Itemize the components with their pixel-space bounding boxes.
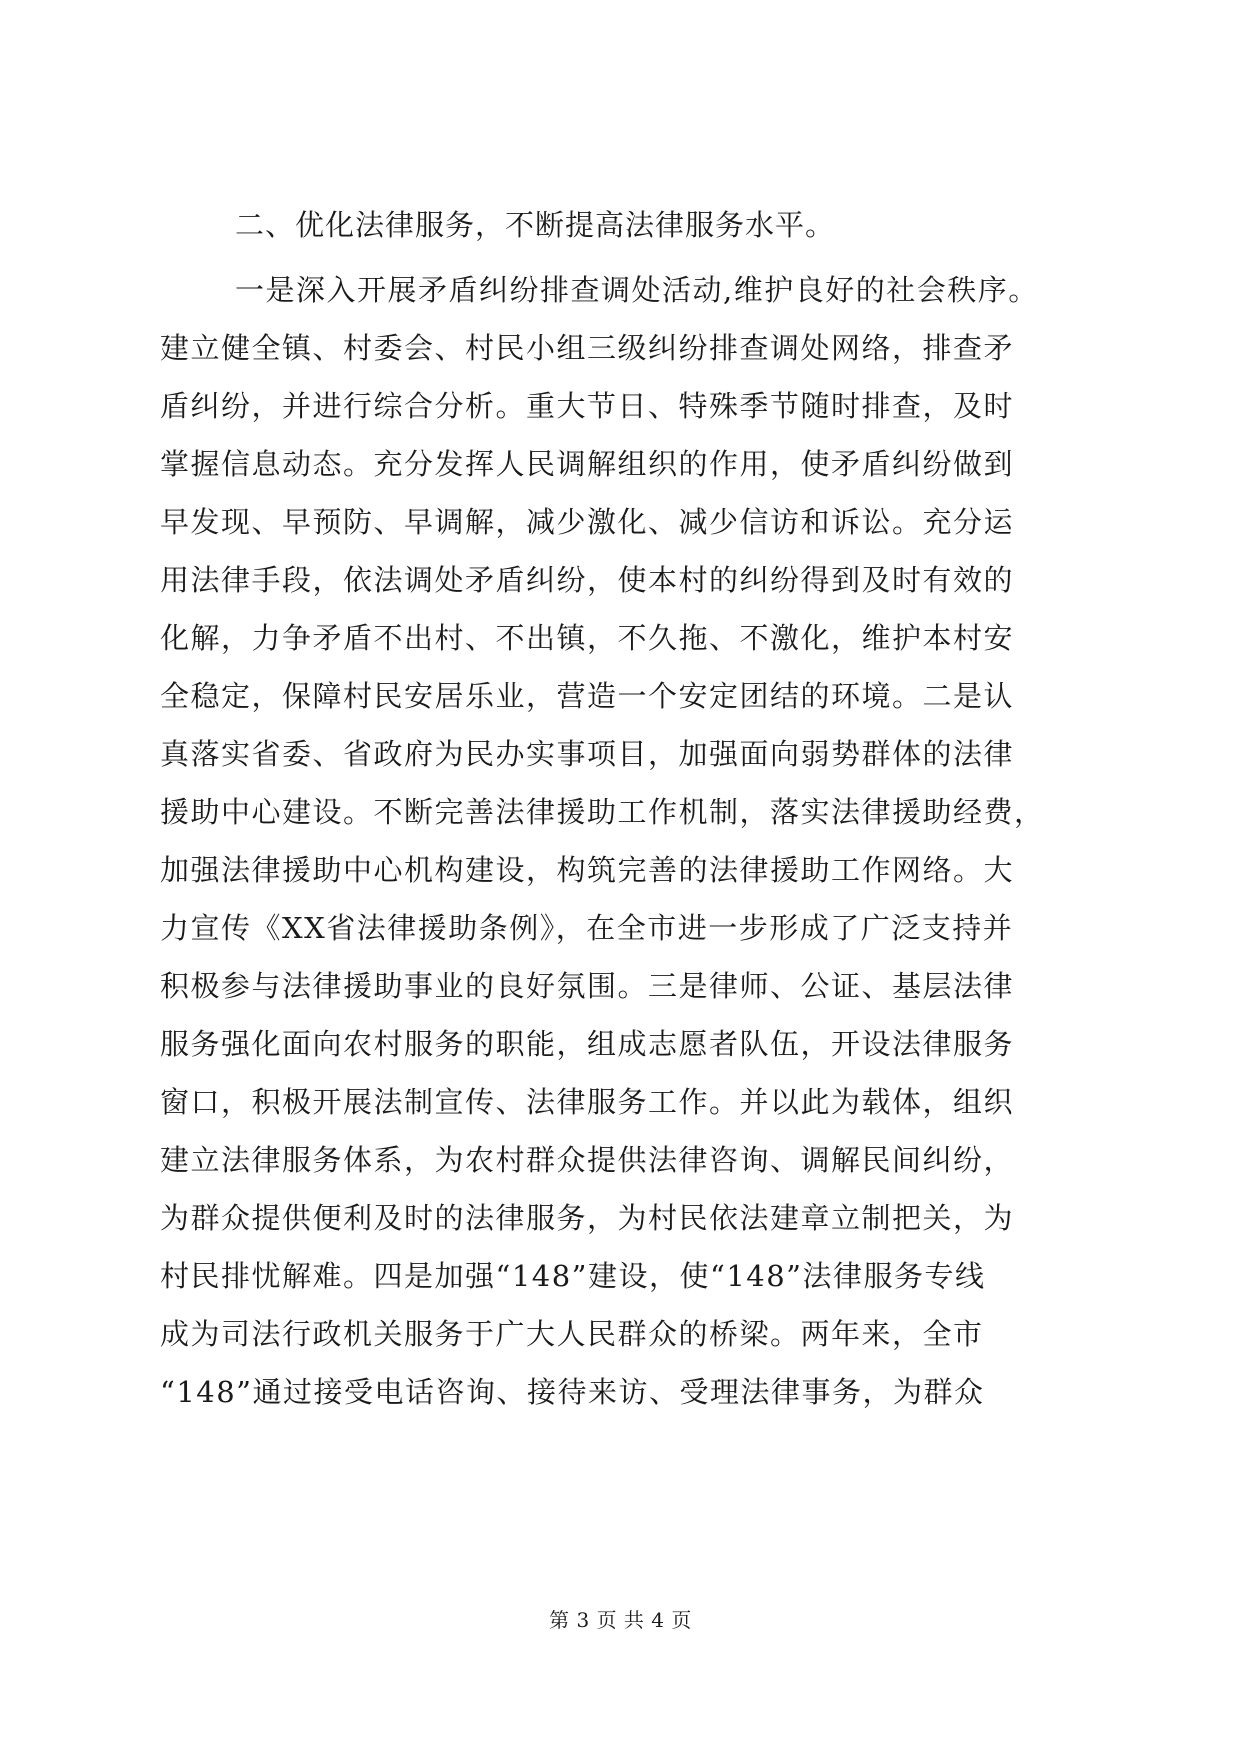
page-number-footer: 第 3 页 共 4 页 — [549, 1608, 692, 1632]
paragraph-line: 村民排忧解难。四是加强“148”建设，使“148”法律服务专线 — [160, 1259, 986, 1293]
paragraph-line: 化解，力争矛盾不出村、不出镇，不久拖、不激化，维护本村安 — [160, 621, 1015, 655]
paragraph-line: 一是深入开展矛盾纠纷排查调处活动,维护良好的社会秩序。 — [235, 273, 1039, 307]
paragraph-line: 用法律手段，依法调处矛盾纠纷，使本村的纠纷得到及时有效的 — [160, 563, 1015, 597]
paragraph-line: 加强法律援助中心机构建设，构筑完善的法律援助工作网络。大 — [160, 853, 1015, 887]
paragraph-line: 盾纠纷，并进行综合分析。重大节日、特殊季节随时排查，及时 — [160, 389, 1015, 423]
paragraph-line: 真落实省委、省政府为民办实事项目，加强面向弱势群体的法律 — [160, 737, 1015, 771]
paragraph-line: 服务强化面向农村服务的职能，组成志愿者队伍，开设法律服务 — [160, 1027, 1015, 1061]
paragraph-line: 掌握信息动态。充分发挥人民调解组织的作用，使矛盾纠纷做到 — [160, 447, 1015, 481]
paragraph-line: 全稳定，保障村民安居乐业，营造一个安定团结的环境。二是认 — [160, 679, 1015, 713]
paragraph-line: 建立健全镇、村委会、村民小组三级纠纷排查调处网络，排查矛 — [160, 331, 1015, 365]
section-heading: 二、优化法律服务，不断提高法律服务水平。 — [235, 208, 836, 242]
paragraph-line: 援助中心建设。不断完善法律援助工作机制，落实法律援助经费， — [160, 795, 1045, 829]
paragraph-line: 为群众提供便利及时的法律服务，为村民依法建章立制把关，为 — [160, 1201, 1015, 1235]
paragraph-line: 成为司法行政机关服务于广大人民群众的桥梁。两年来，全市 — [160, 1317, 984, 1351]
paragraph-line: “148”通过接受电话咨询、接待来访、受理法律事务，为群众 — [160, 1375, 985, 1409]
paragraph-line: 力宣传《XX省法律援助条例》，在全市进一步形成了广泛支持并 — [160, 911, 1014, 945]
paragraph-line: 建立法律服务体系，为农村群众提供法律咨询、调解民间纠纷， — [160, 1143, 1015, 1177]
paragraph-line: 早发现、早预防、早调解，减少激化、减少信访和诉讼。充分运 — [160, 505, 1015, 539]
paragraph-line: 积极参与法律援助事业的良好氛围。三是律师、公证、基层法律 — [160, 969, 1015, 1003]
paragraph-line: 窗口，积极开展法制宣传、法律服务工作。并以此为载体，组织 — [160, 1085, 1015, 1119]
